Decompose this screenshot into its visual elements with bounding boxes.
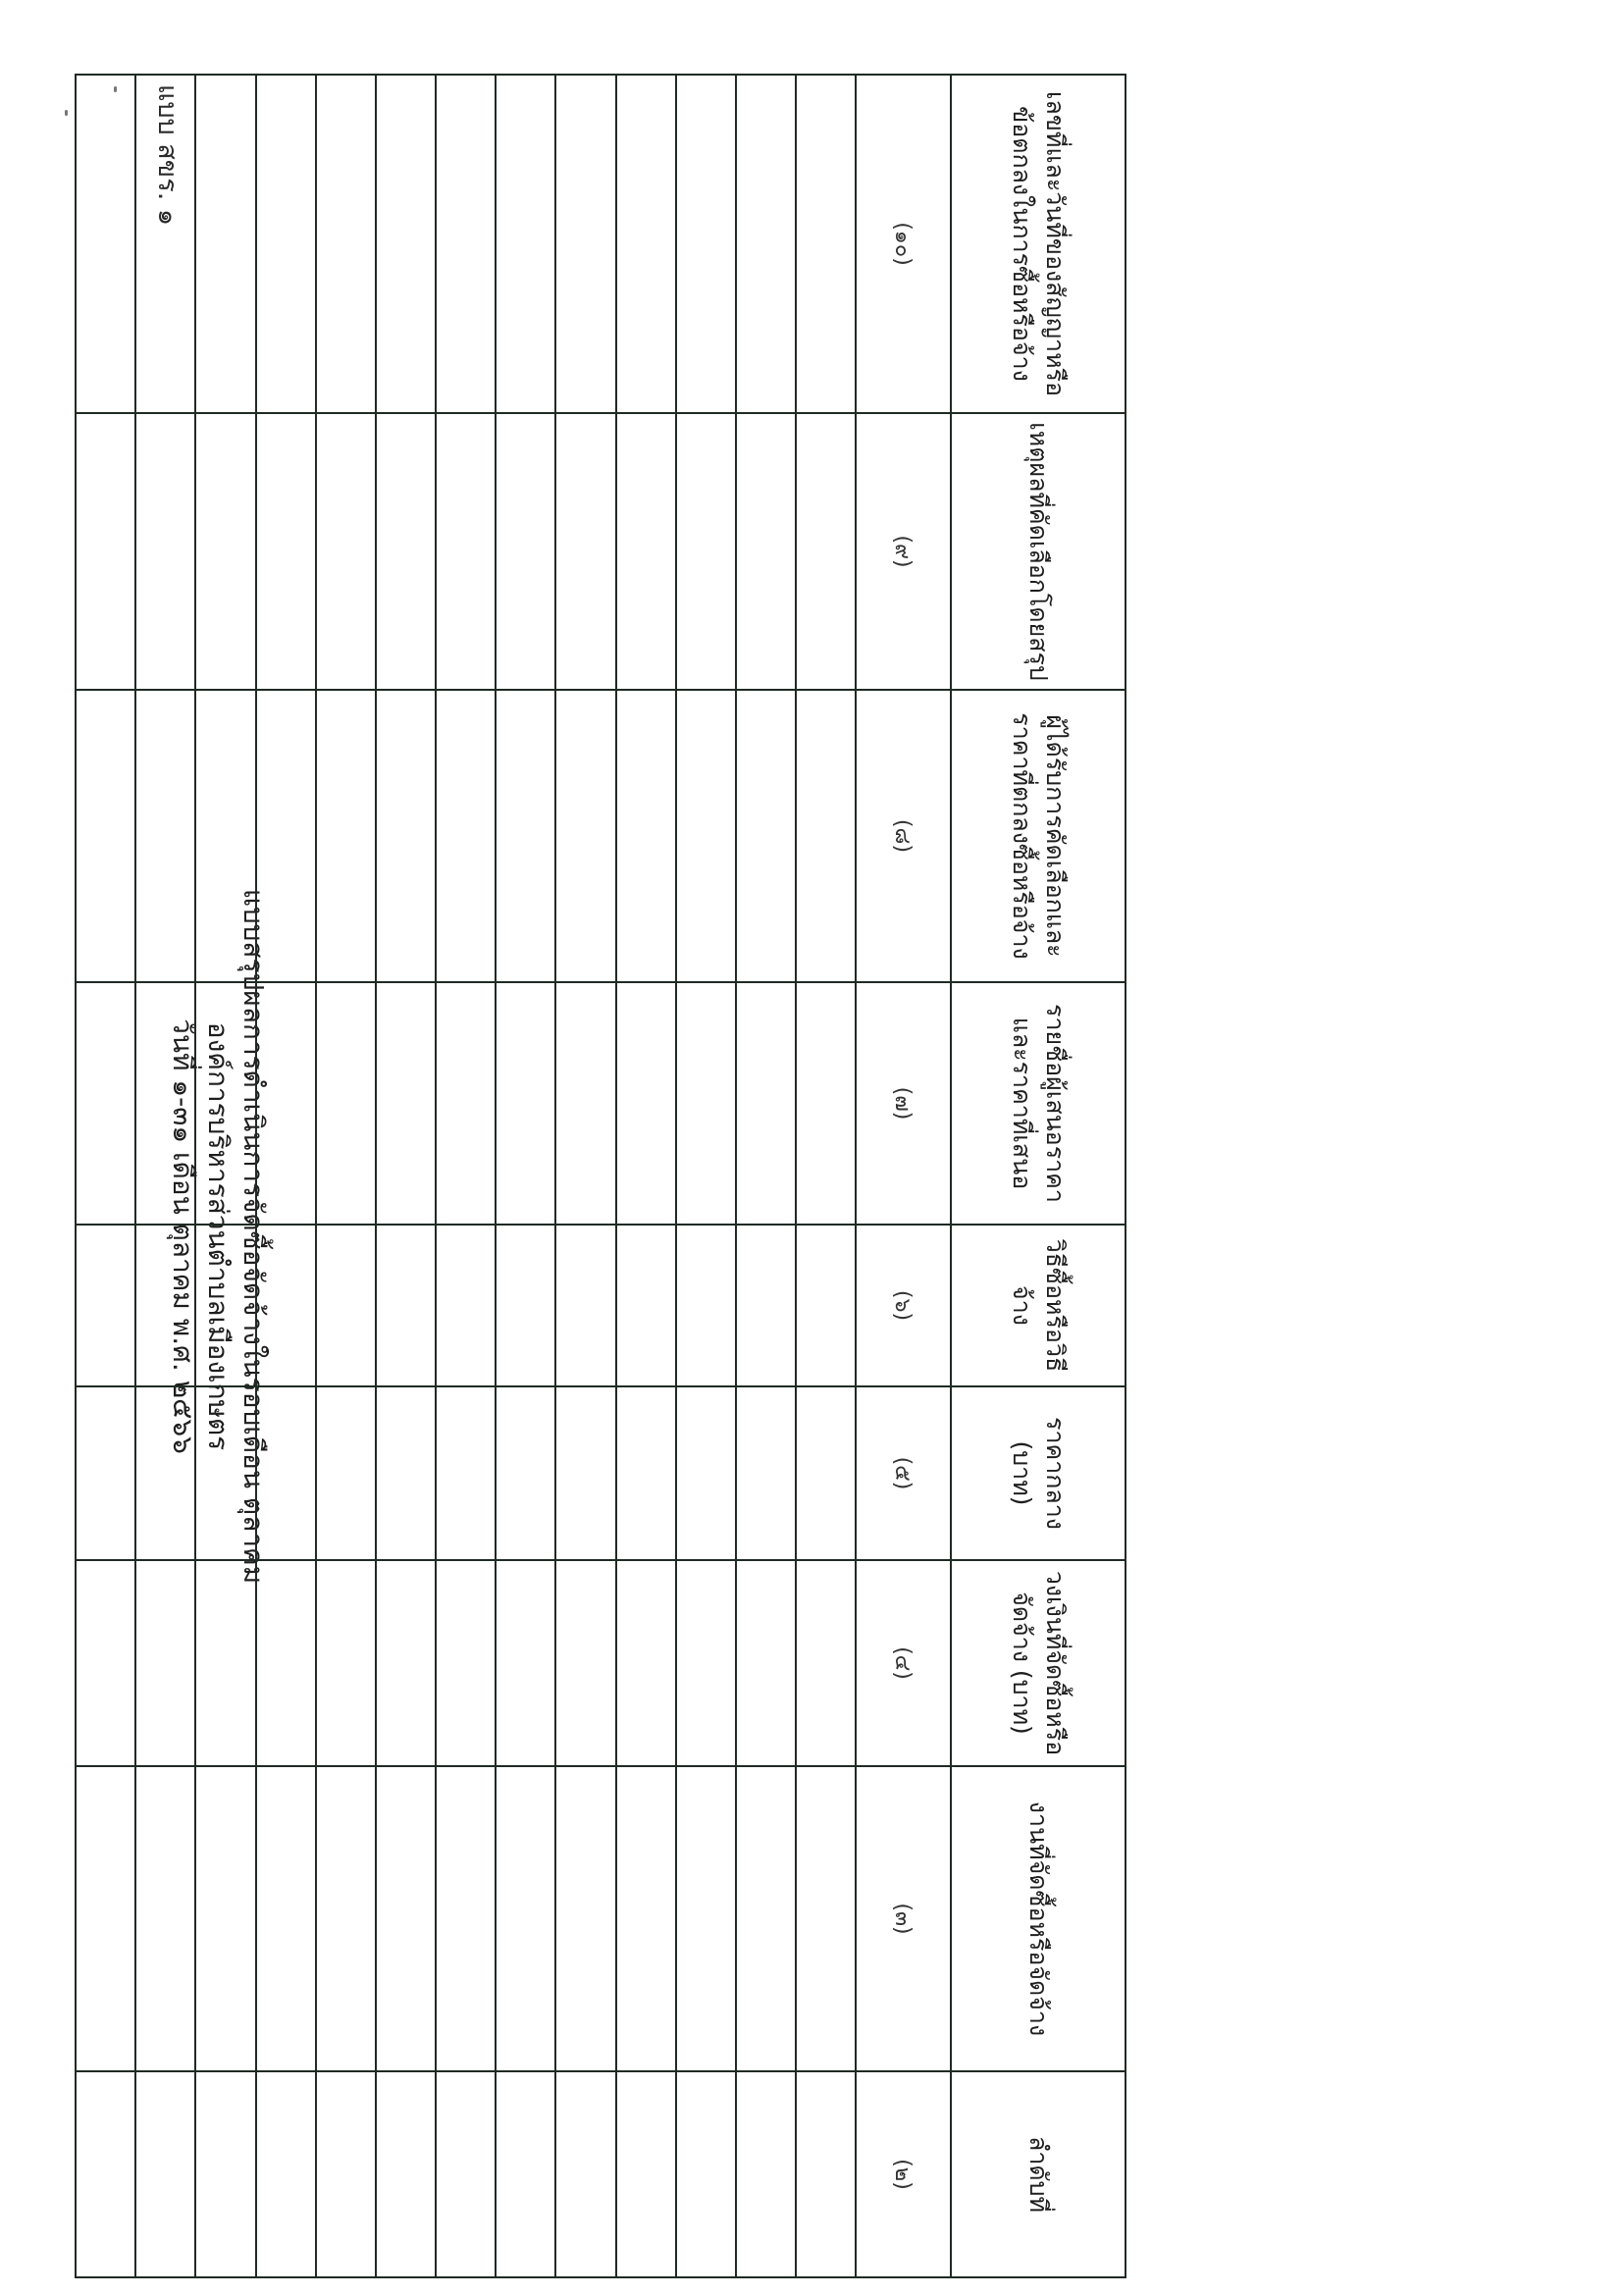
table-cell	[736, 1560, 796, 1766]
table-cell	[135, 2071, 195, 2277]
table-cell	[195, 1225, 255, 1386]
table-cell	[76, 1386, 135, 1560]
table-row	[436, 75, 496, 2277]
table-cell	[135, 1766, 195, 2071]
table-cell	[496, 75, 555, 413]
table-cell	[676, 413, 736, 690]
form-code: แบบ สขร. ๑	[152, 84, 183, 227]
table-cell	[316, 2071, 376, 2277]
table-cell	[676, 1386, 736, 1560]
table-cell	[316, 75, 376, 413]
table-cell	[555, 1766, 615, 2071]
table-cell	[616, 1386, 676, 1560]
col-number-seq: (๒)	[856, 2071, 950, 2277]
table-cell	[496, 690, 555, 982]
table-cell	[555, 1560, 615, 1766]
table-cell	[796, 1766, 856, 2071]
table-cell	[135, 690, 195, 982]
table-cell	[316, 1225, 376, 1386]
table-cell	[76, 690, 135, 982]
table-row	[496, 75, 555, 2277]
col-header-method: วิธีซื้อหรือวิธีจ้าง	[951, 1225, 1126, 1386]
table-cell	[135, 1560, 195, 1766]
table-cell	[436, 1386, 496, 1560]
table-cell	[496, 1560, 555, 1766]
table-cell	[256, 690, 316, 982]
col-header-winner: ผู้ได้รับการคัดเลือกและราคาที่ตกลงซื้อหรือจ้าง	[951, 690, 1126, 982]
procurement-table	[75, 74, 1126, 2278]
table-cell	[316, 413, 376, 690]
col-number-budget: (๔)	[856, 1560, 950, 1766]
table-cell	[676, 1766, 736, 2071]
table-cell	[616, 75, 676, 413]
table-row	[76, 75, 135, 2277]
table-cell	[316, 982, 376, 1225]
title-line-3: วันที่ ๑-๓๑ เดือน ตุลาคม พ.ศ. ๒๕๖๖	[167, 1018, 199, 1454]
table-cell	[76, 982, 135, 1225]
table-cell	[436, 1560, 496, 1766]
table-cell	[436, 982, 496, 1225]
table-cell	[736, 413, 796, 690]
col-header-work: งานที่จัดซื้อหรือจัดจ้าง	[951, 1766, 1126, 2071]
col-number-reason: (๙)	[856, 413, 950, 690]
table-cell	[76, 75, 135, 413]
table-cell	[376, 75, 436, 413]
table-cell	[616, 413, 676, 690]
col-number-work: (๓)	[856, 1766, 950, 2071]
col-header-budget: วงเงินที่จัดซื้อหรือจัดจ้าง (บาท)	[951, 1560, 1126, 1766]
col-number-winner: (๘)	[856, 690, 950, 982]
table-cell	[135, 982, 195, 1225]
table-row	[555, 75, 615, 2277]
table-cell	[736, 1386, 796, 1560]
table-cell	[316, 1560, 376, 1766]
table-cell	[195, 2071, 255, 2277]
table-cell	[796, 982, 856, 1225]
table-cell	[376, 2071, 436, 2277]
table-cell	[616, 1225, 676, 1386]
empty-rows	[76, 75, 856, 2277]
table-cell	[736, 690, 796, 982]
table-cell	[676, 75, 736, 413]
table-row	[376, 75, 436, 2277]
table-cell	[436, 75, 496, 413]
table-cell	[195, 982, 255, 1225]
table-cell	[256, 1225, 316, 1386]
table-cell	[496, 1386, 555, 1560]
table-cell	[195, 1386, 255, 1560]
table-row	[256, 75, 316, 2277]
title-line-2: องค์การบริหารส่วนตำบลเมืองเกษตร	[202, 1021, 235, 1451]
table-cell	[256, 1560, 316, 1766]
table-cell	[256, 75, 316, 413]
table-cell	[316, 1386, 376, 1560]
table-cell	[496, 413, 555, 690]
table-cell	[676, 1225, 736, 1386]
table-cell	[436, 690, 496, 982]
col-number-median: (๕)	[856, 1386, 950, 1560]
col-header-seq: ลำดับที่	[951, 2071, 1126, 2277]
table-cell	[496, 982, 555, 1225]
table-cell	[555, 75, 615, 413]
table-cell	[256, 1386, 316, 1560]
table-cell	[376, 1766, 436, 2071]
table-cell	[316, 1766, 376, 2071]
table-cell	[555, 982, 615, 1225]
table-cell	[76, 413, 135, 690]
table-cell	[796, 75, 856, 413]
table-row	[195, 75, 255, 2277]
table-cell	[676, 2071, 736, 2277]
table-cell	[135, 1225, 195, 1386]
table-cell	[555, 413, 615, 690]
table-cell	[616, 2071, 676, 2277]
title-line-1: แบบสรุปผลการดำเนินการจัดซื้อจัดจ้างในรอบเดือน ตุลาคม	[237, 888, 270, 1585]
table-cell	[796, 2071, 856, 2277]
procurement-table-wrap	[75, 74, 1126, 2276]
table-cell	[555, 690, 615, 982]
col-header-bidders: รายชื่อผู้เสนอราคาและราคาที่เสนอ	[951, 982, 1126, 1225]
table-cell	[555, 1386, 615, 1560]
table-cell	[616, 982, 676, 1225]
table-cell	[496, 2071, 555, 2277]
table-cell	[796, 1386, 856, 1560]
table-cell	[316, 690, 376, 982]
table-cell	[195, 413, 255, 690]
table-cell	[736, 1225, 796, 1386]
table-cell	[195, 1766, 255, 2071]
table-cell	[376, 690, 436, 982]
table-cell	[676, 982, 736, 1225]
table-cell	[796, 413, 856, 690]
table-cell	[555, 1225, 615, 1386]
header-row	[951, 75, 1126, 2277]
col-header-median: ราคากลาง (บาท)	[951, 1386, 1126, 1560]
table-cell	[195, 690, 255, 982]
table-cell	[76, 1766, 135, 2071]
table-cell	[736, 75, 796, 413]
col-number-contract: (๑๐)	[856, 75, 950, 413]
table-cell	[376, 1386, 436, 1560]
table-cell	[676, 690, 736, 982]
table-cell	[496, 1766, 555, 2071]
table-cell	[616, 690, 676, 982]
col-number-method: (๖)	[856, 1225, 950, 1386]
table-cell	[436, 1766, 496, 2071]
table-cell	[256, 1766, 316, 2071]
col-header-contract: เลขที่และวันที่ของสัญญาหรือข้อตกลงในการซื้อหรือจ้าง	[951, 75, 1126, 413]
table-cell	[256, 982, 316, 1225]
table-row	[316, 75, 376, 2277]
scan-speck	[65, 110, 68, 116]
table-cell	[135, 413, 195, 690]
table-cell	[376, 413, 436, 690]
table-cell	[436, 1225, 496, 1386]
table-cell	[256, 2071, 316, 2277]
table-cell	[195, 75, 255, 413]
table-cell	[616, 1560, 676, 1766]
col-header-reason: เหตุผลที่คัดเลือกโดยสรุป	[951, 413, 1126, 690]
table-cell	[195, 1560, 255, 1766]
table-row	[616, 75, 676, 2277]
table-cell	[135, 1386, 195, 1560]
col-number-bidders: (๗)	[856, 982, 950, 1225]
table-cell	[796, 690, 856, 982]
table-cell	[376, 1560, 436, 1766]
table-cell	[76, 2071, 135, 2277]
table-row	[676, 75, 736, 2277]
table-cell	[135, 75, 195, 413]
table-cell	[76, 1560, 135, 1766]
table-cell	[436, 2071, 496, 2277]
table-row	[736, 75, 796, 2277]
table-cell	[736, 1766, 796, 2071]
table-cell	[736, 982, 796, 1225]
table-cell	[436, 413, 496, 690]
table-cell	[796, 1225, 856, 1386]
table-cell	[616, 1766, 676, 2071]
table-cell	[376, 982, 436, 1225]
table-cell	[76, 1225, 135, 1386]
table-cell	[256, 413, 316, 690]
table-cell	[496, 1225, 555, 1386]
table-cell	[676, 1560, 736, 1766]
table-cell	[736, 2071, 796, 2277]
table-row	[135, 75, 195, 2277]
table-cell	[555, 2071, 615, 2277]
table-cell	[796, 1560, 856, 1766]
table-row	[796, 75, 856, 2277]
table-cell	[376, 1225, 436, 1386]
column-number-row	[856, 75, 950, 2277]
